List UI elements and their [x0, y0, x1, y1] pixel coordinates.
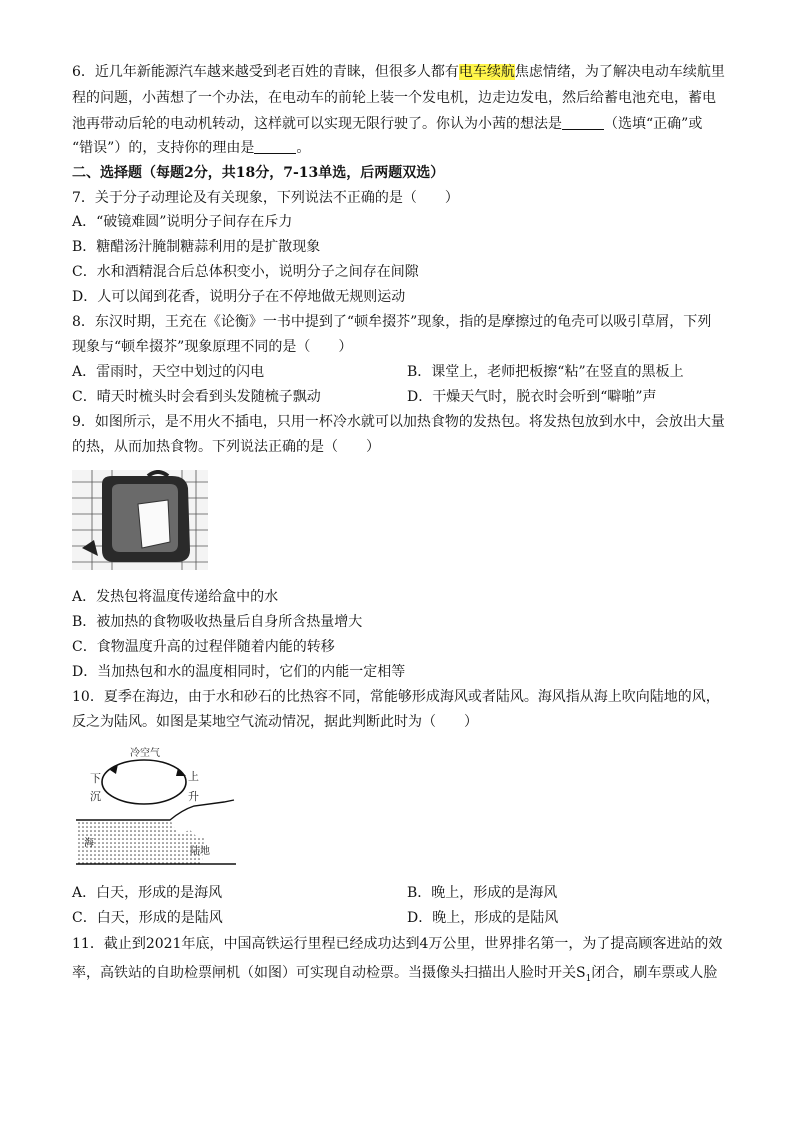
- answer-blank[interactable]: [254, 139, 296, 154]
- q9-option-c[interactable]: C．食物温度升高的过程伴随着内能的转移: [72, 639, 335, 655]
- q6-line-1: [72, 62, 725, 82]
- q11-line-2: [72, 963, 717, 989]
- q8-option-d[interactable]: D．干燥天气时，脱衣时会听到“噼啪”声: [407, 389, 657, 405]
- q10-stem-2: 反之为陆风。如图是某地空气流动情况，据此判断此时为（ ）: [72, 714, 478, 730]
- diagram-label-sea: 海: [84, 838, 94, 849]
- q9-stem-1: 9．如图所示，是不用火不插电，只用一杯冷水就可以加热食物的发热包。将发热包放到水中，会放出大量: [72, 414, 725, 430]
- diagram-label-left-bottom: 沉: [90, 790, 101, 803]
- q6-text: “错误”）的，支持你的理由是: [72, 140, 255, 156]
- heating-pack-illustration: [72, 470, 208, 570]
- q10-option-b[interactable]: B．晚上，形成的是海风: [407, 885, 558, 901]
- q6-text: 焦虑情绪，为了解决电动车续航里: [514, 64, 725, 80]
- heating-pack-photo: [72, 470, 208, 570]
- q9-option-b[interactable]: B．被加热的食物吸收热量后自身所含热量增大: [72, 614, 363, 630]
- q7-option-c[interactable]: C．水和酒精混合后总体积变小，说明分子之间存在间隙: [72, 264, 419, 280]
- sea-area: [76, 820, 204, 864]
- highlighted-text: 电车续航: [458, 64, 515, 80]
- section-heading: 二、选择题（每题2分，共18分，7-13单选，后两题双选）: [72, 165, 445, 181]
- diagram-label-right-bottom: 升: [188, 790, 199, 803]
- q6-line-2: 程的问题，小茜想了一个办法，在电动车的前轮上装一个发电机，边走边发电，然后给蓄电池充电，蓄电: [72, 90, 716, 106]
- q10-option-d[interactable]: D．晚上，形成的是陆风: [407, 910, 559, 926]
- q7-option-a[interactable]: A．“破镜难圆”说明分子间存在斥力: [72, 214, 293, 230]
- q8-option-b[interactable]: B．课堂上，老师把板擦“粘”在竖直的黑板上: [407, 364, 684, 380]
- q6-text: （选填“正确”或: [604, 116, 703, 132]
- diagram-label-left-top: 下: [90, 772, 101, 785]
- q9-stem-2: 的热，从而加热食物。下列说法正确的是（ ）: [72, 439, 380, 455]
- q8-option-a[interactable]: A．雷雨时，天空中划过的闪电: [72, 364, 265, 380]
- q9-option-a[interactable]: A．发热包将温度传递给盒中的水: [72, 589, 279, 605]
- q8-option-c[interactable]: C．晴天时梳头时会看到头发随梳子飘动: [72, 389, 321, 405]
- q7-stem: 7．关于分子动理论及有关现象，下列说法不正确的是（ ）: [72, 190, 459, 206]
- q10-stem-1: 10．夏季在海边，由于水和砂石的比热容不同，常能够形成海风或者陆风。海风指从海上吹向陆地的风，: [72, 689, 720, 705]
- diagram-label-land: 陆地: [190, 846, 210, 857]
- q6-text: 池再带动后轮的电动机转动，这样就可以实现无限行驶了。你认为小茜的想法是: [72, 116, 562, 132]
- diagram-label-top: 冷空气: [130, 748, 160, 759]
- q11-text: 闭合，刷车票或人脸: [591, 965, 718, 981]
- q9-option-d[interactable]: D．当加热包和水的温度相同时，它们的内能一定相等: [72, 664, 406, 680]
- q7-option-d[interactable]: D．人可以闻到花香，说明分子在不停地做无规则运动: [72, 289, 406, 305]
- diagram-label-right-top: 上: [188, 770, 199, 783]
- answer-blank[interactable]: [562, 115, 604, 130]
- q11-line-1: 11．截止到2021年底，中国高铁运行里程已经成功达到4万公里，世界排名第一，为了提高顾客进站的效: [72, 936, 723, 952]
- air-flow-illustration: [74, 742, 244, 870]
- q7-option-b[interactable]: B．糖醋汤汁腌制糖蒜利用的是扩散现象: [72, 239, 321, 255]
- q6-line-4: [72, 138, 310, 158]
- q10-option-a[interactable]: A．白天，形成的是海风: [72, 885, 223, 901]
- air-flow-diagram: [74, 742, 244, 870]
- subscript: 1: [585, 973, 592, 984]
- q6-text: 。: [296, 140, 311, 156]
- q6-text: 6．近几年新能源汽车越来越受到老百姓的青睐，但很多人都有: [72, 64, 459, 80]
- q6-line-3: [72, 114, 702, 134]
- q11-text: 率，高铁站的自助检票闸机（如图）可实现自动检票。当摄像头扫描出人脸时开关S: [72, 965, 586, 981]
- q10-option-c[interactable]: C．白天，形成的是陆风: [72, 910, 223, 926]
- q8-stem-1: 8．东汉时期，王充在《论衡》一书中提到了“顿牟掇芥”现象，指的是摩擦过的龟壳可以吸引草屑，下列: [72, 314, 712, 330]
- q8-stem-2: 现象与“顿牟掇芥”现象原理不同的是（ ）: [72, 339, 353, 355]
